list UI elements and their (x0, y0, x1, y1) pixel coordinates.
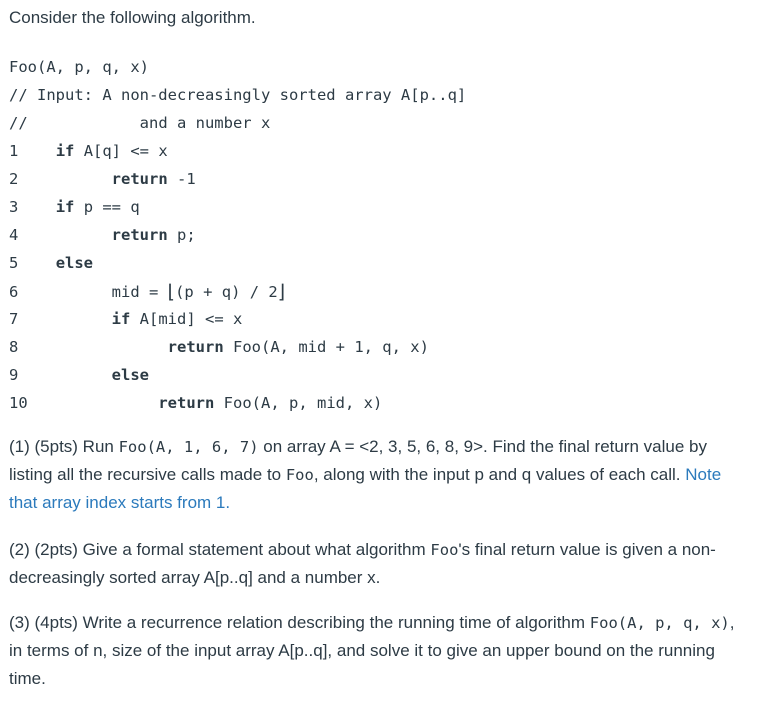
line-number: 8 (9, 338, 19, 356)
keyword: if (55, 198, 75, 216)
code-line-8 (9, 333, 466, 361)
code-comment-input: // Input: A non-decreasingly sorted array A[p..q] (9, 86, 467, 104)
code-text: p == q (74, 198, 140, 216)
keyword: else (55, 254, 94, 272)
line-number: 6 (9, 283, 19, 301)
line-number: 2 (9, 170, 19, 188)
code-line-5 (9, 249, 466, 277)
line-number: 4 (9, 226, 19, 244)
code-line-2 (9, 165, 466, 193)
code-line-10 (9, 389, 466, 417)
code-text: -1 (167, 170, 196, 188)
code-text: p; (167, 226, 196, 244)
keyword: return (158, 394, 215, 412)
index-note: Note that array index starts from 1. (9, 465, 722, 512)
code-line-4 (9, 221, 466, 249)
code-text: Foo(A, mid + 1, q, x) (223, 338, 429, 356)
code-text: mid = (111, 283, 168, 301)
code-text: A[mid] <= x (130, 310, 243, 328)
inline-code: Foo (430, 541, 459, 559)
inline-code: Foo(A, p, q, x) (589, 614, 730, 632)
keyword: if (111, 310, 131, 328)
floor-left-icon: ⌊ (167, 281, 176, 303)
inline-code: Foo(A, 1, 6, 7) (118, 438, 259, 456)
keyword: if (55, 142, 75, 160)
question-2: (2) (2pts) Give a formal statement about what algorithm Foo's final return value is given a non-decreasingly sorted array A[p..q] and a number x. (9, 540, 716, 587)
question-3: (3) (4pts) Write a recurrence relation describing the running time of algorithm Foo(A, p, q, x), in terms of n, size of the input array A[p..q], and solve it to give an upper bound on the running time. (9, 613, 735, 688)
line-number: 1 (9, 142, 19, 160)
code-line-7 (9, 305, 466, 333)
comment-text: and a number x (139, 114, 271, 132)
line-number: 10 (9, 394, 28, 412)
keyword: return (111, 170, 168, 188)
keyword: return (111, 226, 168, 244)
code-line-6 (9, 277, 466, 305)
intro-text: Consider the following algorithm. (9, 8, 256, 27)
code-text: A[q] <= x (74, 142, 168, 160)
code-comment-number (9, 109, 466, 137)
code-text: Foo(A, p, mid, x) (214, 394, 383, 412)
keyword: return (167, 338, 224, 356)
code-block (9, 53, 466, 417)
line-number: 9 (9, 366, 19, 384)
question-1: (1) (5pts) Run Foo(A, 1, 6, 7) on array A = <2, 3, 5, 6, 8, 9>. Find the final return value by listing all the recursive calls made to Foo, along with the input p and q values of each call. Note that array index starts from 1. (9, 437, 722, 512)
code-line-3 (9, 193, 466, 221)
line-number: 5 (9, 254, 19, 272)
line-number: 3 (9, 198, 19, 216)
code-line-9 (9, 361, 466, 389)
line-number: 7 (9, 310, 19, 328)
code-header: Foo(A, p, q, x) (9, 58, 149, 76)
inline-code: Foo (285, 466, 314, 484)
code-line-1 (9, 137, 466, 165)
comment-prefix: // (9, 114, 28, 132)
floor-expression: (p + q) / 2 (175, 283, 278, 301)
floor-right-icon: ⌋ (277, 281, 286, 303)
keyword: else (111, 366, 149, 384)
